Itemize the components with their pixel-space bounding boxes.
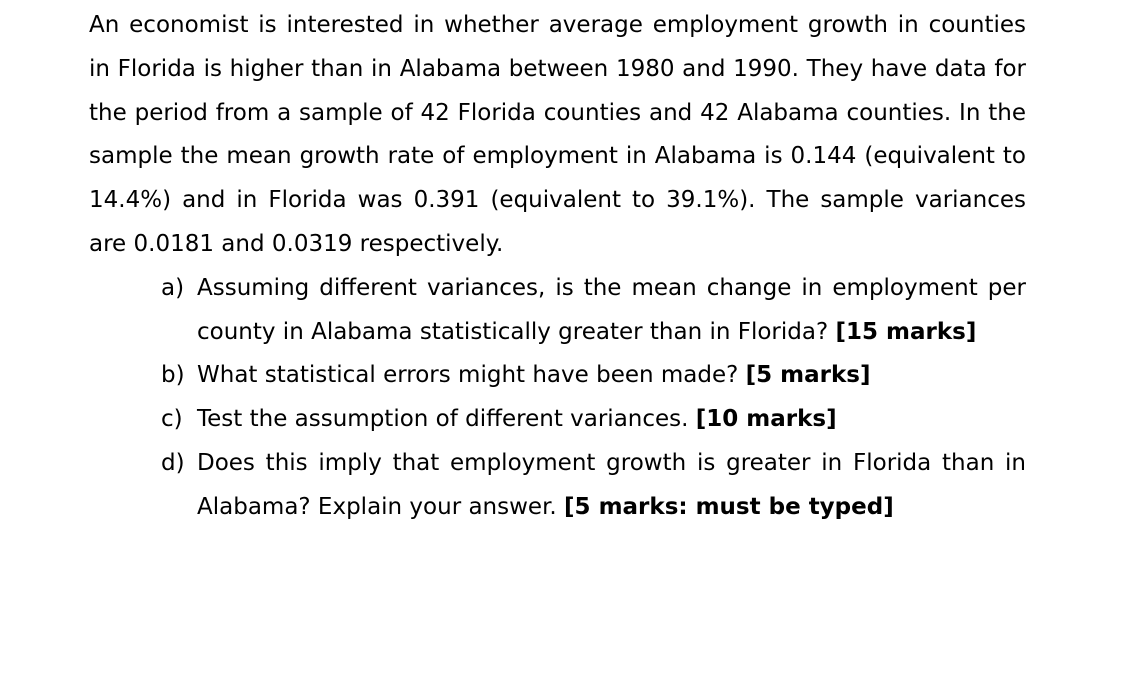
question-c <box>161 398 1026 442</box>
question-marks: [10 marks] <box>695 406 837 433</box>
question-text: Test the assumption of different variances. <box>197 406 689 433</box>
question-marks: [5 marks] <box>745 362 871 389</box>
question-body <box>197 267 1026 355</box>
intro-paragraph: An economist is interested in whether average employment growth in counties in Florida is higher than in Alabama between 1980 and 1990. They have data for the period from a sample of 42 Florida counties and 42 Alabama counties. In the sample the mean growth rate of employment in Alabama is 0.144 (equivalent to 14.4%) and in Florida was 0.391 (equivalent to 39.1%). The sample variances are 0.0181 and 0.0319 respectively. <box>89 12 1026 257</box>
question-letter: a) <box>161 274 185 301</box>
question-letter: c) <box>161 406 183 433</box>
question-letter: b) <box>161 362 185 389</box>
question-marks: [15 marks] <box>835 318 977 345</box>
question-body <box>197 354 1026 398</box>
question-b <box>161 354 1026 398</box>
question-body <box>197 442 1026 530</box>
question-text: Does this imply that employment growth is greater in Florida than in Alabama? Explain your answer. <box>197 449 1026 520</box>
question-marks: [5 marks: must be typed] <box>564 493 894 520</box>
question-letter: d) <box>161 449 185 476</box>
question-body <box>197 398 1026 442</box>
question-a <box>161 267 1026 355</box>
question-text: Assuming different variances, is the mean change in employment per county in Alabama statistically greater than in Florida? <box>197 274 1026 345</box>
question-d <box>161 442 1026 530</box>
document-body <box>89 4 1026 530</box>
question-list <box>89 267 1026 530</box>
question-text: What statistical errors might have been made? <box>197 362 739 389</box>
